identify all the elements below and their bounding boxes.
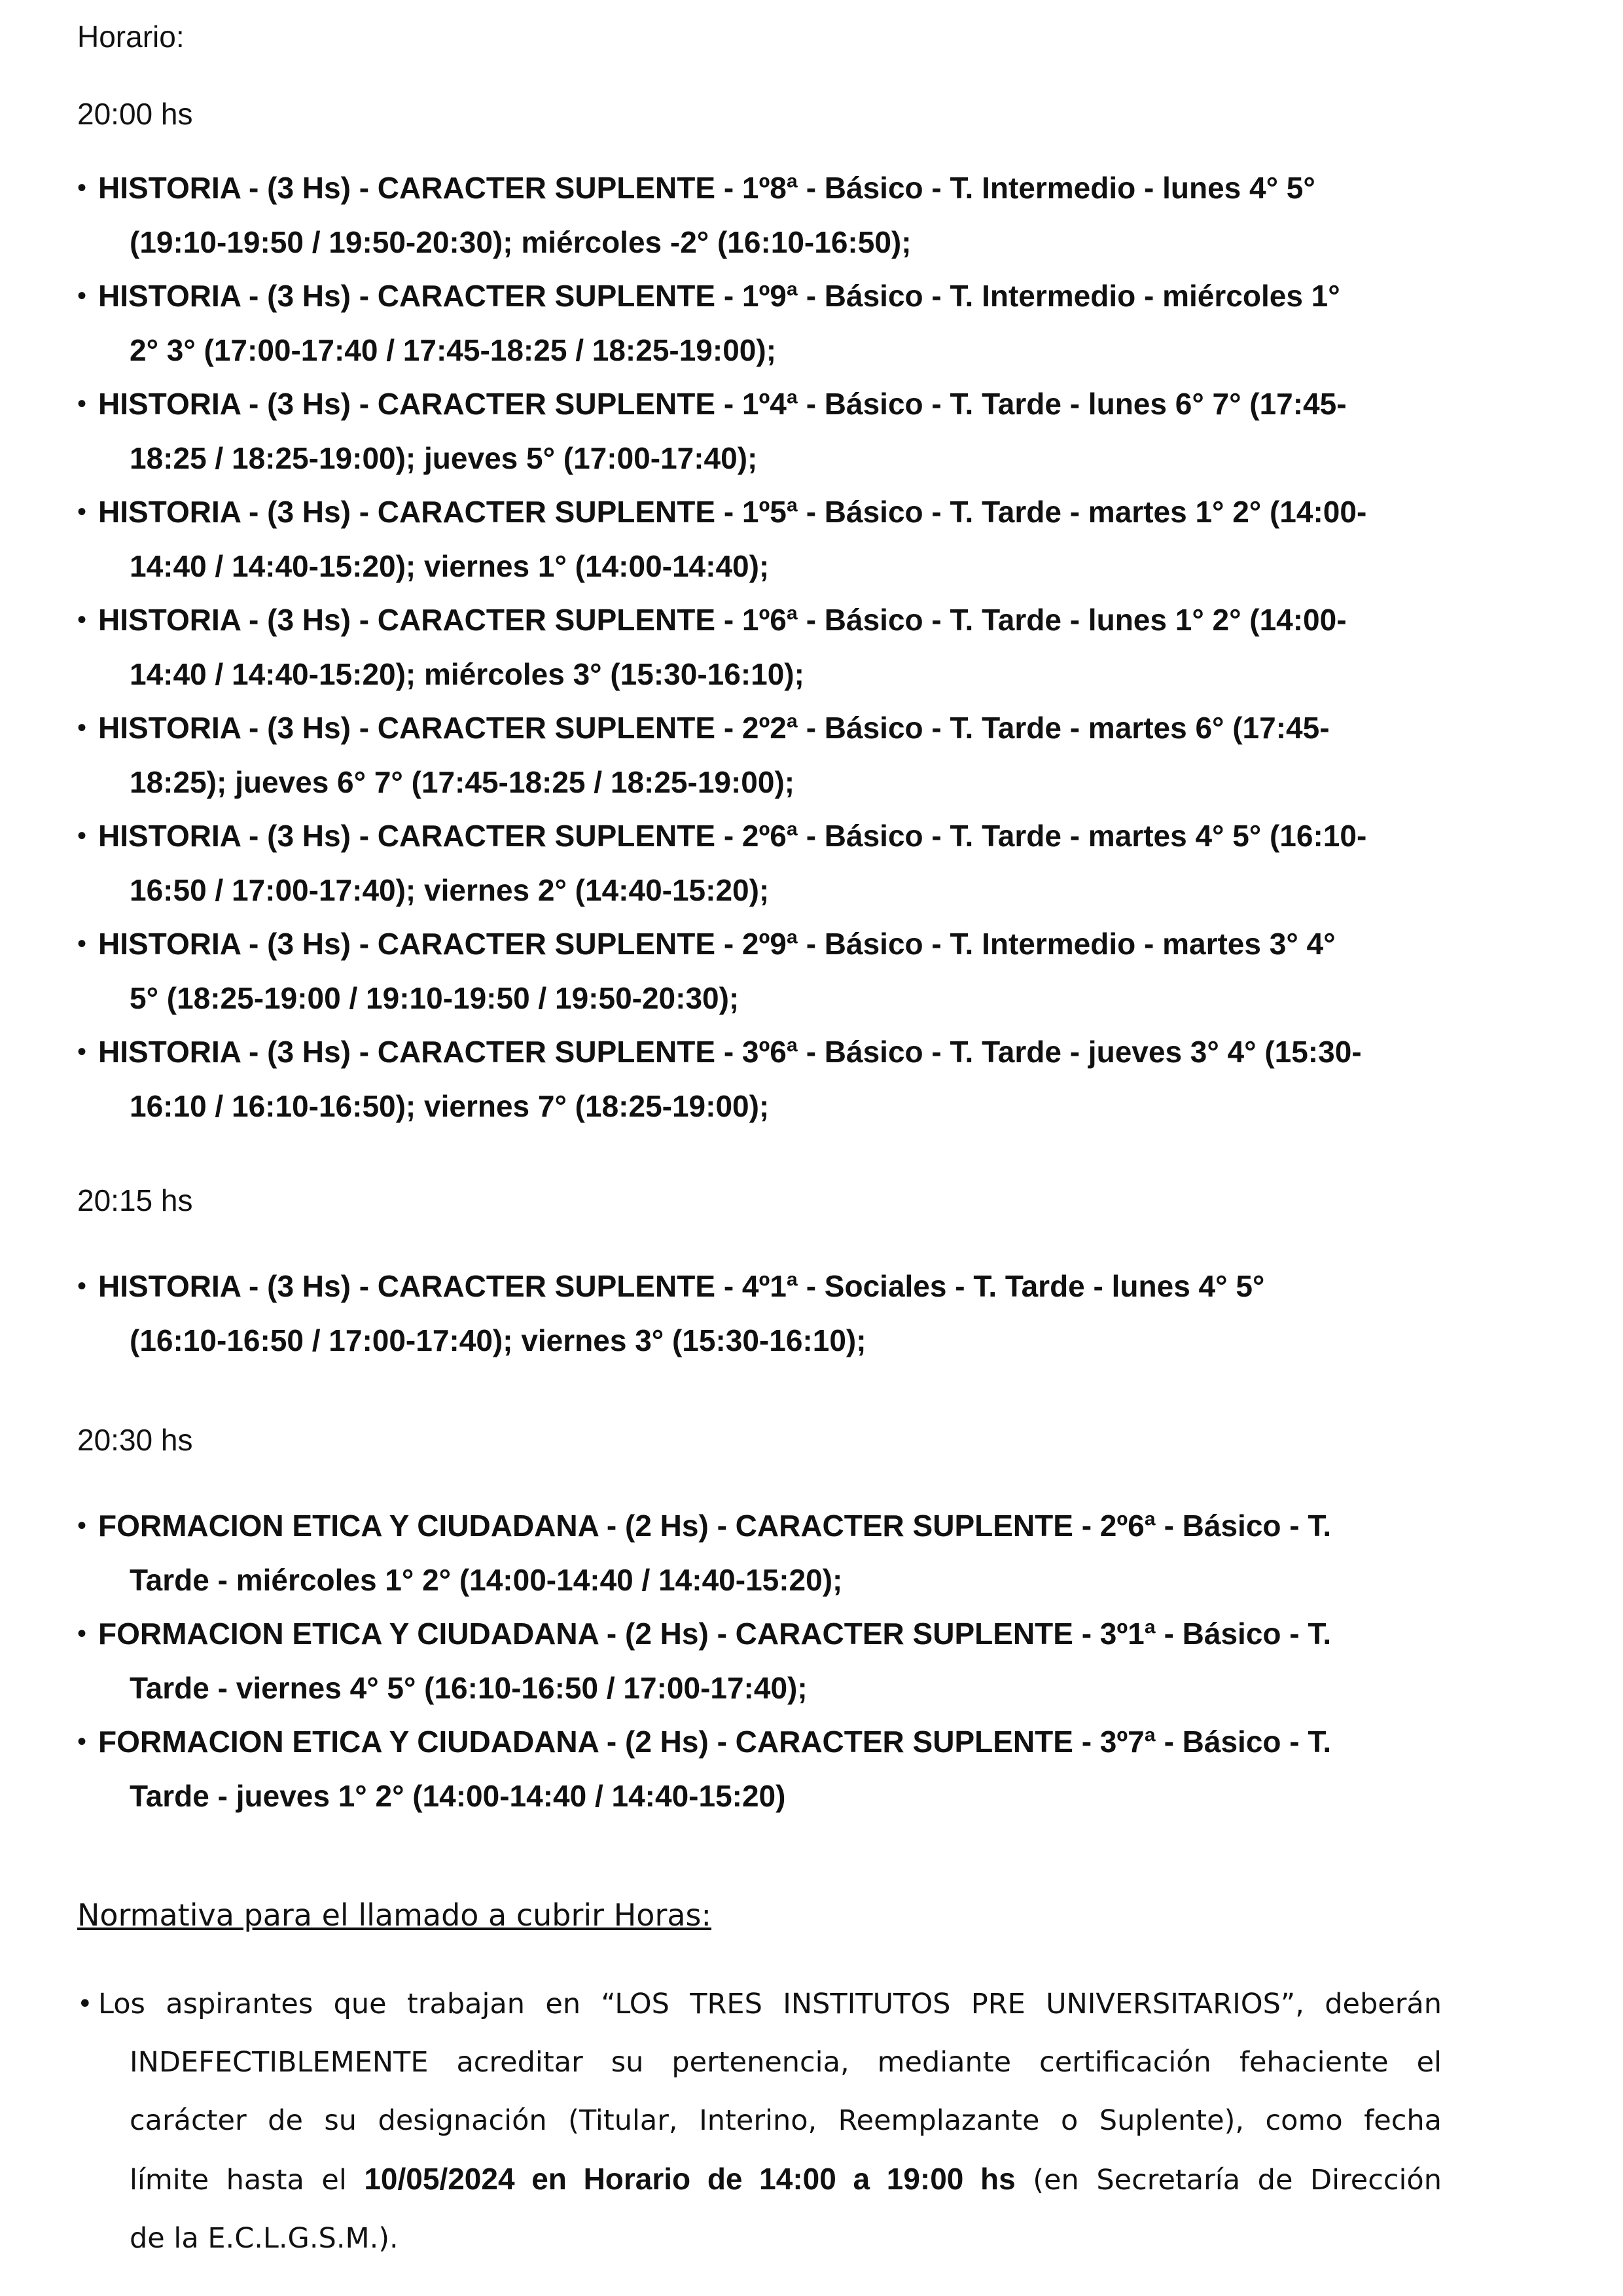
- bullet-icon: •: [77, 713, 87, 742]
- normativa-line: Los aspirantes que trabajan en “LOS TRES INSTITUTOS PRE UNIVERSITARIOS”, deberán: [98, 1988, 1442, 2020]
- horario-label: Horario:: [77, 20, 185, 54]
- list-item: • HISTORIA - (3 Hs) - CARACTER SUPLENTE - 2º9ª - Básico - T. Intermedio - martes 3° 4° 5° (18:25-19:00 / 19:10-19:50 / 19:50-20:30);: [77, 917, 1442, 1026]
- list-item: • HISTORIA - (3 Hs) - CARACTER SUPLENTE - 3º6ª - Básico - T. Tarde - jueves 3° 4° (15:30- 16:10 / 16:10-16:50); viernes 7° (18:25-19:00);: [77, 1025, 1442, 1134]
- bullet-icon: •: [77, 1989, 93, 2019]
- list-item: • HISTORIA - (3 Hs) - CARACTER SUPLENTE - 1º9ª - Básico - T. Intermedio - miércoles 1° 2° 3° (17:00-17:40 / 17:45-18:25 / 18:25-19:00);: [77, 269, 1442, 378]
- bullet-icon: •: [77, 1037, 87, 1066]
- bullet-icon: •: [77, 281, 87, 310]
- time-heading-2030: 20:30 hs: [77, 1423, 193, 1457]
- normativa-line: carácter de su designación (Titular, Interino, Reemplazante o Suplente), como fecha: [130, 2104, 1442, 2137]
- list-item: • HISTORIA - (3 Hs) - CARACTER SUPLENTE - 4º1ª - Sociales - T. Tarde - lunes 4° 5° (16:10-16:50 / 17:00-17:40); viernes 3° (15:30-16:10);: [77, 1259, 1442, 1368]
- bullet-icon: •: [77, 1272, 87, 1300]
- list-item: • HISTORIA - (3 Hs) - CARACTER SUPLENTE - 2º6ª - Básico - T. Tarde - martes 4° 5° (16:10- 16:50 / 17:00-17:40); viernes 2° (14:40-15:20);: [77, 809, 1442, 918]
- list-item: • HISTORIA - (3 Hs) - CARACTER SUPLENTE - 1º8ª - Básico - T. Intermedio - lunes 4° 5° (19:10-19:50 / 19:50-20:30); miércoles -2° (16:10-16:50);: [77, 161, 1442, 270]
- normativa-heading: Normativa para el llamado a cubrir Horas:: [77, 1897, 712, 1933]
- bullet-icon: •: [77, 605, 87, 634]
- bullet-icon: •: [77, 1511, 87, 1540]
- normativa-line: INDEFECTIBLEMENTE acreditar su pertenencia, mediante certificación fehaciente el: [130, 2046, 1442, 2079]
- bullet-icon: •: [77, 497, 87, 526]
- normativa-paragraph: [77, 1975, 1442, 2268]
- bullet-icon: •: [77, 1727, 87, 1756]
- list-item: • FORMACION ETICA Y CIUDADANA - (2 Hs) - CARACTER SUPLENTE - 3º7ª - Básico - T. Tarde - jueves 1° 2° (14:00-14:40 / 14:40-15:20): [77, 1715, 1442, 1823]
- bullet-icon: •: [77, 821, 87, 850]
- bullet-icon: •: [77, 173, 87, 202]
- list-item: • HISTORIA - (3 Hs) - CARACTER SUPLENTE - 1º4ª - Básico - T. Tarde - lunes 6° 7° (17:45- 18:25 / 18:25-19:00); jueves 5° (17:00-17:40);: [77, 377, 1442, 486]
- list-item: • HISTORIA - (3 Hs) - CARACTER SUPLENTE - 1º6ª - Básico - T. Tarde - lunes 1° 2° (14:00- 14:40 / 14:40-15:20); miércoles 3° (15:30-16:10);: [77, 593, 1442, 702]
- normativa-line: límite hasta el 10/05/2024 en Horario de 14:00 a 19:00 hs (en Secretaría de Dirección: [130, 2162, 1442, 2197]
- list-item: • HISTORIA - (3 Hs) - CARACTER SUPLENTE - 1º5ª - Básico - T. Tarde - martes 1° 2° (14:00- 14:40 / 14:40-15:20); viernes 1° (14:00-14:40);: [77, 485, 1442, 594]
- time-heading-2000: 20:00 hs: [77, 97, 193, 131]
- bullet-icon: •: [77, 389, 87, 418]
- time-heading-2015: 20:15 hs: [77, 1183, 193, 1217]
- normativa-line: de la E.C.L.G.S.M.).: [130, 2222, 399, 2255]
- deadline-text: 10/05/2024 en Horario de 14:00 a 19:00 hs: [364, 2162, 1016, 2196]
- list-item: • HISTORIA - (3 Hs) - CARACTER SUPLENTE - 2º2ª - Básico - T. Tarde - martes 6° (17:45- 18:25); jueves 6° 7° (17:45-18:25 / 18:25-19:00);: [77, 701, 1442, 810]
- bullet-icon: •: [77, 1619, 87, 1648]
- bullet-icon: •: [77, 929, 87, 958]
- list-item: • FORMACION ETICA Y CIUDADANA - (2 Hs) - CARACTER SUPLENTE - 2º6ª - Básico - T. Tarde - miércoles 1° 2° (14:00-14:40 / 14:40-15:20);: [77, 1499, 1442, 1607]
- list-item: • FORMACION ETICA Y CIUDADANA - (2 Hs) - CARACTER SUPLENTE - 3º1ª - Básico - T. Tarde - viernes 4° 5° (16:10-16:50 / 17:00-17:40);: [77, 1607, 1442, 1715]
